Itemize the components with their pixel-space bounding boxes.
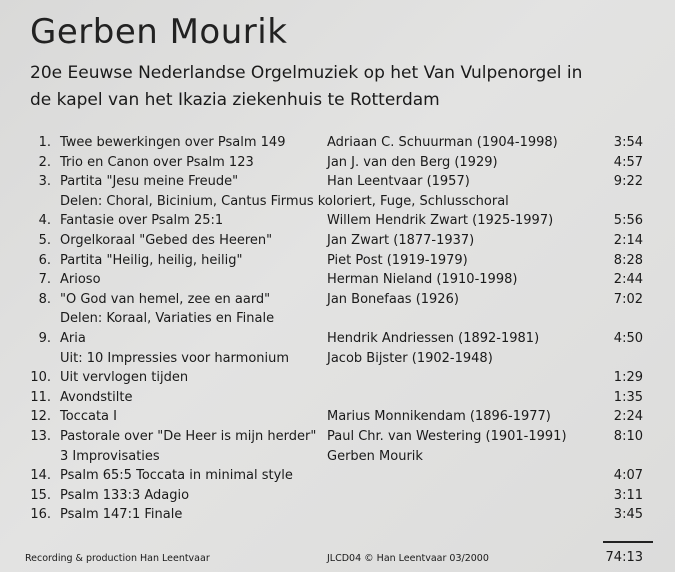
track-row [0, 368, 675, 388]
track-composer: Marius Monnikendam (1896-1977) [327, 409, 551, 425]
track-row [0, 486, 675, 506]
track-title: Aria [60, 330, 86, 346]
total-duration: 74:13 [605, 550, 643, 565]
track-number: 16. [30, 507, 51, 523]
track-duration: 4:57 [613, 154, 643, 170]
track-duration: 2:24 [613, 409, 643, 425]
track-title: 3 Improvisaties [60, 448, 160, 464]
track-row [0, 211, 675, 231]
track-duration: 2:44 [613, 272, 643, 288]
track-composer: Jan Zwart (1877-1937) [327, 232, 475, 248]
track-title: Partita "Heilig, heilig, heilig" [60, 252, 243, 268]
track-title: Delen: Koraal, Variaties en Finale [60, 311, 275, 327]
track-title: Psalm 133:3 Adagio [60, 487, 190, 503]
track-title: Psalm 65:5 Toccata in minimal style [60, 468, 293, 484]
track-row [0, 231, 675, 251]
track-title: Arioso [60, 272, 101, 288]
track-list [0, 133, 675, 525]
track-duration: 3:54 [613, 135, 643, 150]
track-row [0, 133, 675, 153]
track-composer: Paul Chr. van Westering (1901-1991) [327, 428, 567, 444]
track-composer: Jacob Bijster (1902-1948) [327, 350, 493, 366]
track-title: Fantasie over Psalm 25:1 [60, 213, 224, 229]
album-subtitle [30, 60, 670, 114]
track-title: Avondstilte [60, 389, 133, 405]
track-title: Pastorale over "De Heer is mijn herder" [60, 428, 317, 444]
total-divider [603, 541, 653, 543]
track-composer: Piet Post (1919-1979) [327, 252, 468, 268]
track-duration: 1:35 [613, 389, 643, 405]
track-row [0, 309, 675, 329]
track-number: 7. [38, 272, 51, 288]
track-number: 15. [30, 487, 51, 503]
track-title: Trio en Canon over Psalm 123 [60, 154, 254, 170]
track-composer: Herman Nieland (1910-1998) [327, 272, 518, 288]
track-title: Toccata I [60, 409, 117, 425]
track-number: 9. [38, 330, 51, 346]
track-composer: Jan J. van den Berg (1929) [327, 154, 498, 170]
track-title: Twee bewerkingen over Psalm 149 [60, 135, 286, 150]
track-duration: 2:14 [613, 232, 643, 248]
track-number: 8. [38, 291, 51, 307]
track-duration: 1:29 [613, 370, 643, 386]
track-number: 11. [30, 389, 51, 405]
track-row [0, 407, 675, 427]
track-number: 14. [30, 468, 51, 484]
track-duration: 3:45 [613, 507, 643, 523]
track-row [0, 505, 675, 525]
track-composer: Hendrik Andriessen (1892-1981) [327, 330, 540, 346]
track-composer: Han Leentvaar (1957) [327, 174, 470, 190]
subtitle-line-1: 20e Eeuwse Nederlandse Orgelmuziek op het Van Vulpenorgel in [30, 63, 583, 83]
track-number: 13. [30, 428, 51, 444]
track-row [0, 329, 675, 349]
track-number: 1. [38, 135, 51, 150]
track-number: 2. [38, 154, 51, 170]
track-row [0, 447, 675, 467]
track-row [0, 349, 675, 369]
track-row [0, 251, 675, 271]
track-title: Psalm 147:1 Finale [60, 507, 183, 523]
track-title: Partita "Jesu meine Freude" [60, 174, 239, 190]
track-number: 4. [38, 213, 51, 229]
track-title: Orgelkoraal "Gebed des Heeren" [60, 232, 273, 248]
production-credit: Recording & production Han Leentvaar [25, 553, 210, 564]
track-duration: 7:02 [613, 291, 643, 307]
track-row [0, 153, 675, 173]
catalog-copyright: JLCD04 © Han Leentvaar 03/2000 [327, 553, 489, 564]
track-row [0, 427, 675, 447]
track-row [0, 290, 675, 310]
track-row [0, 466, 675, 486]
track-number: 12. [30, 409, 51, 425]
track-composer: Gerben Mourik [327, 448, 423, 464]
track-duration: 8:10 [613, 428, 643, 444]
track-composer: Jan Bonefaas (1926) [327, 291, 459, 307]
track-duration: 5:56 [613, 213, 643, 229]
track-row [0, 172, 675, 192]
track-duration: 4:50 [613, 330, 643, 346]
track-number: 3. [38, 174, 51, 190]
track-title: "O God van hemel, zee en aard" [60, 291, 271, 307]
artist-name: Gerben Mourik [30, 12, 288, 52]
track-row [0, 270, 675, 290]
track-number: 10. [30, 370, 51, 386]
track-row [0, 192, 675, 212]
track-composer: Adriaan C. Schuurman (1904-1998) [327, 135, 558, 150]
track-title: Uit vervlogen tijden [60, 370, 189, 386]
track-duration: 8:28 [613, 252, 643, 268]
track-composer: Willem Hendrik Zwart (1925-1997) [327, 213, 554, 229]
track-number: 6. [38, 252, 51, 268]
track-row [0, 388, 675, 408]
track-duration: 4:07 [613, 468, 643, 484]
track-number: 5. [38, 232, 51, 248]
track-duration: 3:11 [613, 487, 643, 503]
track-title: Delen: Choral, Bicinium, Cantus Firmus koloriert, Fuge, Schlusschoral [60, 193, 509, 209]
track-duration: 9:22 [613, 174, 643, 190]
subtitle-line-2: de kapel van het Ikazia ziekenhuis te Rotterdam [30, 90, 440, 110]
track-title: Uit: 10 Impressies voor harmonium [60, 350, 290, 366]
